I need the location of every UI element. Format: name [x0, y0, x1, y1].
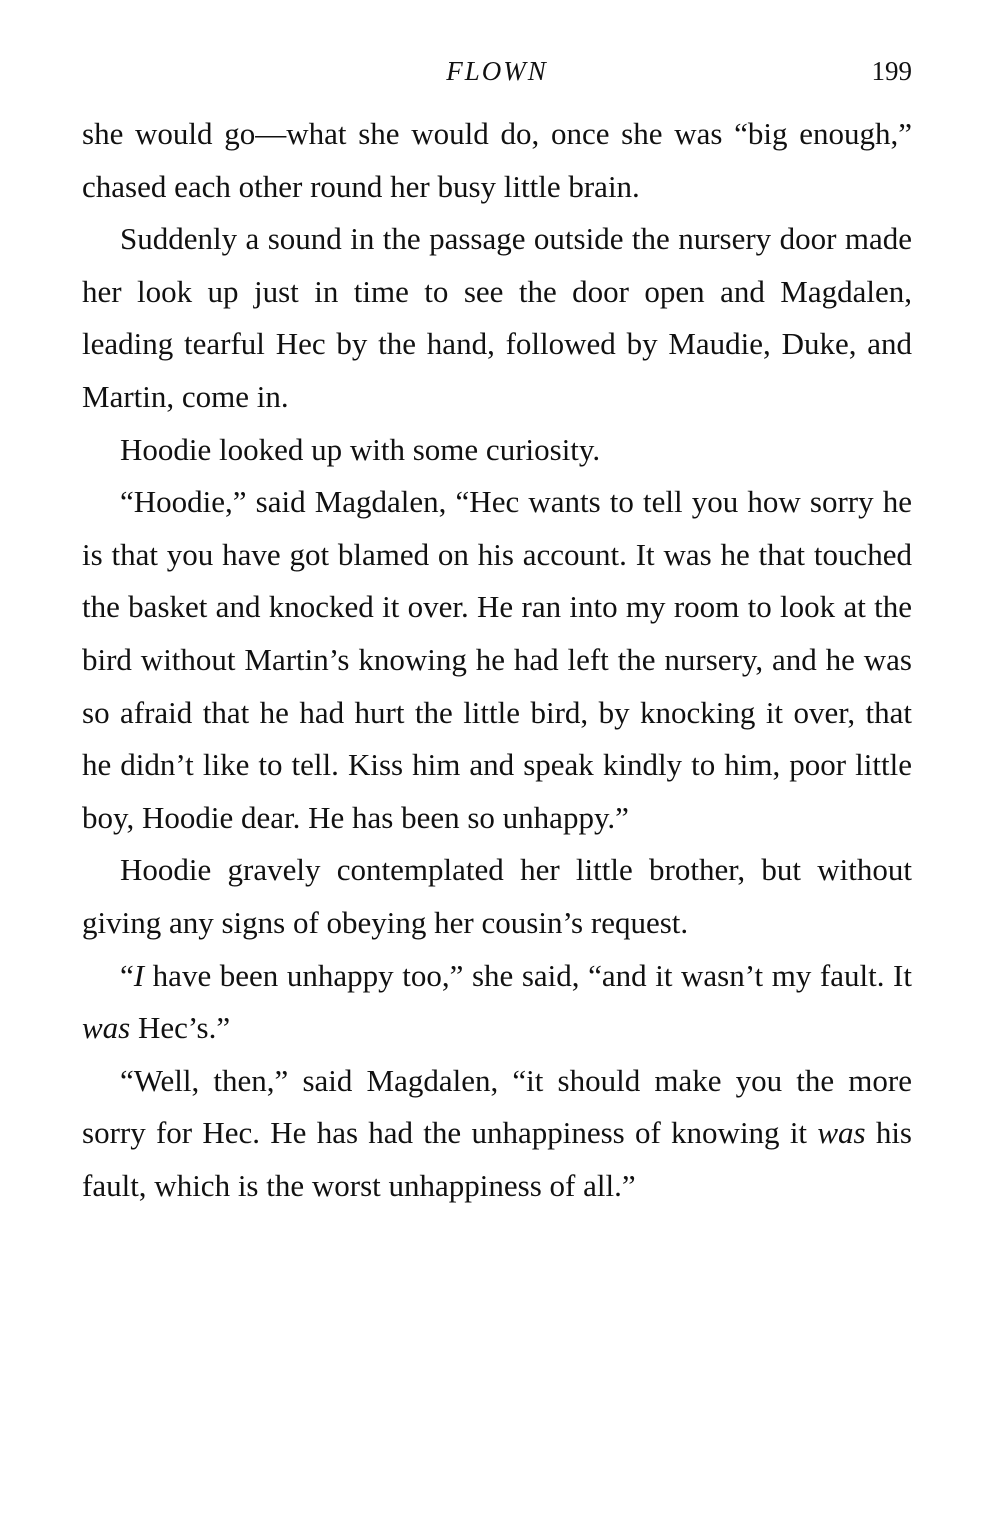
paragraph: [82, 844, 912, 949]
paragraph: [82, 1055, 912, 1213]
paragraph-text: “Hoodie,” said Magdalen, “Hec wants to tell you how sorry he is that you have got blamed on his account. It was he that touched the basket and knocked it over. He ran into my room to look at the bird without Martin’s knowing he had left the nursery, and he was so afraid that he had hurt the little bird, by knocking it over, that he didn’t like to tell. Kiss him and speak kindly to him, poor little boy, Hoodie dear. He has been so unhappy.”: [82, 484, 912, 835]
paragraph: [82, 108, 912, 213]
paragraph-text: Hec’s.”: [130, 1010, 231, 1046]
paragraph: [82, 476, 912, 844]
paragraph-text: she would go—what she would do, once she was “big enough,” chased each other round her busy little brain.: [82, 116, 912, 204]
paragraph-text: Hoodie gravely contemplated her little brother, but without giving any signs of obeying her cousin’s request.: [82, 852, 912, 940]
paragraph-text: Suddenly a sound in the passage outside the nursery door made her look up just in time to see the door open and Magdalen, leading tearful Hec by the hand, followed by Maudie, Duke, and Martin, come in.: [82, 221, 912, 414]
italic-text: was: [817, 1115, 866, 1151]
paragraph: [82, 213, 912, 423]
paragraph-text: “: [120, 957, 134, 993]
italic-text: was: [82, 1010, 131, 1046]
italic-text: I: [133, 957, 145, 993]
paragraph-text: “Well, then,” said Magdalen, “it should make you the more sorry for Hec. He has had the unhappiness of knowing it: [82, 1062, 912, 1151]
paragraph: [82, 424, 912, 477]
body-text: [82, 108, 912, 1212]
paragraph: [82, 950, 912, 1055]
paragraph-text: his fault, which is the worst unhappiness of all.”: [82, 1115, 913, 1203]
page-number: 199: [871, 56, 912, 86]
running-head: [82, 56, 912, 96]
running-title: FLOWN: [446, 56, 548, 86]
paragraph-text: Hoodie looked up with some curiosity.: [120, 431, 601, 467]
paragraph-text: have been unhappy too,” she said, “and it wasn’t my fault. It: [144, 957, 912, 993]
